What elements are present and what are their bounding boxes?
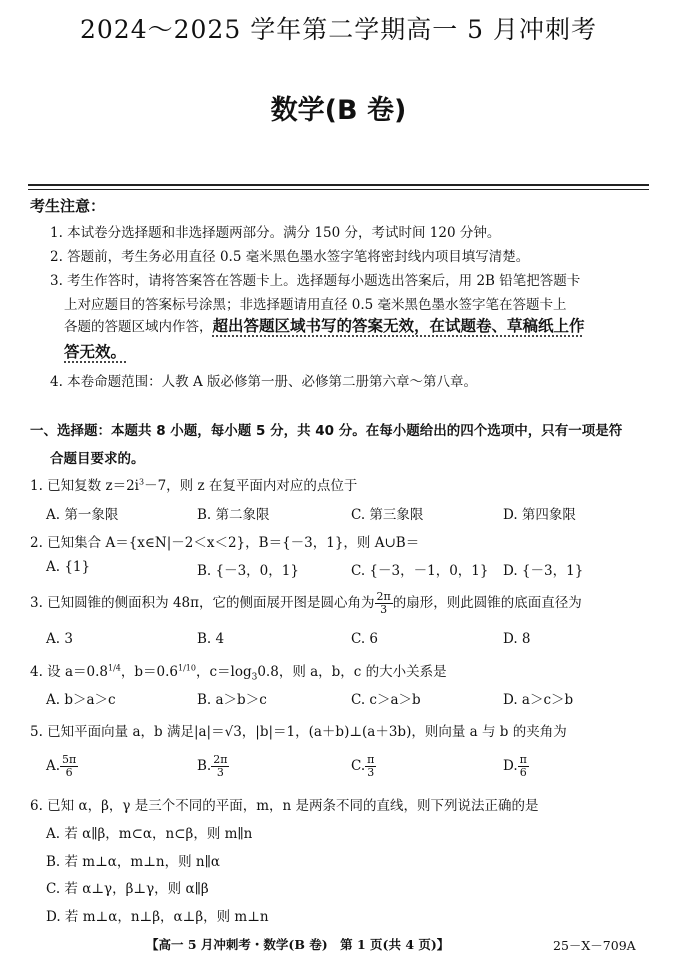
notice-item-4: 4. 本卷命题范围：人教 A 版必修第一册、必修第二册第六章～第八章。 bbox=[50, 374, 478, 390]
q5-b-den: 3 bbox=[216, 766, 224, 779]
q4-text-b: ，b＝0.6 bbox=[120, 664, 178, 680]
q4-text-c: ，c＝log bbox=[195, 664, 252, 680]
notice-item-3-line-2: 上对应题目的答案标号涂黑；非选择题请用直径 0.5 毫米黑色墨水签字笔在答题卡上 bbox=[64, 297, 567, 313]
q5-d-den: 6 bbox=[519, 766, 527, 779]
q3-option-c: C. 6 bbox=[351, 631, 379, 647]
q4-option-a: A. b＞a＞c bbox=[46, 692, 116, 708]
q5-c-label: C. bbox=[351, 758, 366, 774]
q5-a-label: A. bbox=[46, 758, 61, 774]
q4-option-c: C. c＞a＞b bbox=[351, 692, 421, 708]
q5-option-a bbox=[46, 754, 78, 779]
question-3-stem bbox=[30, 591, 582, 616]
q6-option-d: D. 若 m⊥α，n⊥β，α⊥β，则 m⊥n bbox=[46, 909, 269, 925]
notice-emphasis-cont: 答无效。 bbox=[64, 343, 127, 361]
q3-option-a: A. 3 bbox=[46, 631, 73, 647]
q1-option-b: B. 第二象限 bbox=[197, 507, 270, 523]
exam-title: 2024～2025 学年第二学期高一 5 月冲刺考 bbox=[80, 15, 597, 44]
notice-item-1: 1. 本试卷分选择题和非选择题两部分。满分 150 分，考试时间 120 分钟。 bbox=[50, 225, 501, 241]
exam-code: 25－X－709A bbox=[553, 938, 636, 953]
q5-c-den: 3 bbox=[367, 766, 375, 779]
q4-text-a: 4. 设 a＝0.8 bbox=[30, 664, 108, 680]
q5-a-num: 5π bbox=[62, 753, 77, 766]
question-2-stem: 2. 已知集合 A＝{x∈N|－2＜x＜2}，B＝{－3，1}，则 A∪B＝ bbox=[30, 535, 420, 551]
notice-item-3-text: 各题的答题区域内作答， bbox=[64, 319, 213, 335]
section-heading: 一、选择题：本题共 8 小题，每小题 5 分，共 40 分。在每小题给出的四个选项中，只有一项是符 bbox=[30, 423, 623, 439]
q6-option-a: A. 若 α∥β，m⊂α，n⊂β，则 m∥n bbox=[46, 826, 253, 842]
exam-subtitle: 数学(B 卷) bbox=[270, 95, 407, 126]
q3-option-b: B. 4 bbox=[197, 631, 225, 647]
q5-b-num: 2π bbox=[213, 753, 228, 766]
q5-c-fraction bbox=[365, 754, 376, 779]
q5-d-label: D. bbox=[503, 758, 518, 774]
question-4-stem bbox=[30, 660, 447, 683]
q5-d-fraction bbox=[518, 754, 529, 779]
divider-thin bbox=[28, 189, 649, 190]
q1-text-b: －7，则 z 在复平面内对应的点位于 bbox=[144, 478, 358, 494]
q5-a-fraction bbox=[60, 754, 78, 779]
divider-thick bbox=[28, 184, 649, 186]
q3-frac-den: 3 bbox=[380, 603, 388, 616]
q3-fraction bbox=[375, 591, 393, 616]
q1-option-a: A. 第一象限 bbox=[46, 507, 119, 523]
q6-option-c: C. 若 α⊥γ，β⊥γ，则 α∥β bbox=[46, 881, 209, 897]
question-1-stem bbox=[30, 474, 357, 494]
q5-option-d bbox=[503, 754, 529, 779]
q2-option-d: D. {－3，1} bbox=[503, 563, 584, 579]
section-heading-cont: 合题目要求的。 bbox=[50, 451, 145, 467]
q2-option-c: C. {－3，－1，0，1} bbox=[351, 563, 489, 579]
q3-text-a: 3. 已知圆锥的侧面积为 48π，它的侧面展开图是圆心角为 bbox=[30, 595, 375, 611]
q5-option-c bbox=[351, 754, 376, 779]
q4-text-d: 0.8，则 a，b，c 的大小关系是 bbox=[257, 664, 447, 680]
q3-frac-num: 2π bbox=[376, 590, 391, 603]
q5-b-fraction bbox=[211, 754, 229, 779]
notice-item-3: 3. 考生作答时，请将答案答在答题卡上。选择题每小题选出答案后，用 2B 铅笔把答题卡 bbox=[50, 273, 581, 289]
q3-text-b: 的扇形，则此圆锥的底面直径为 bbox=[392, 595, 582, 611]
q4-option-b: B. a＞b＞c bbox=[197, 692, 267, 708]
notice-heading: 考生注意： bbox=[30, 197, 106, 215]
q5-b-label: B. bbox=[197, 758, 212, 774]
q2-option-a: A. {1} bbox=[46, 559, 91, 575]
q5-d-num: π bbox=[519, 753, 527, 766]
q4-log-base: 3 bbox=[251, 672, 258, 683]
notice-item-2: 2. 答题前，考生务必用直径 0.5 毫米黑色墨水签字笔将密封线内项目填写清楚。 bbox=[50, 249, 530, 265]
q5-c-num: π bbox=[367, 753, 375, 766]
q4-option-d: D. a＞c＞b bbox=[503, 692, 574, 708]
q2-option-b: B. {－3，0，1} bbox=[197, 563, 299, 579]
q1-text-a: 1. 已知复数 z＝2i bbox=[30, 478, 139, 494]
q4-exp-a: 1/4 bbox=[107, 663, 121, 673]
question-6-stem: 6. 已知 α，β，γ 是三个不同的平面，m，n 是两条不同的直线，则下列说法正确的是 bbox=[30, 798, 539, 814]
q1-option-d: D. 第四象限 bbox=[503, 507, 576, 523]
q6-option-b: B. 若 m⊥α，m⊥n，则 n∥α bbox=[46, 854, 220, 870]
q1-option-c: C. 第三象限 bbox=[351, 507, 424, 523]
q5-a-den: 6 bbox=[65, 766, 73, 779]
page-footer: 【高一 5 月冲刺考・数学(B 卷) 第 1 页(共 4 页)】 bbox=[146, 937, 450, 952]
q1-exponent: 3 bbox=[138, 477, 145, 487]
question-5-stem: 5. 已知平面向量 a，b 满足|a|＝√3，|b|＝1，(a＋b)⊥(a＋3b)，则向量 a 与 b 的夹角为 bbox=[30, 724, 567, 740]
notice-emphasis: 超出答题区域书写的答案无效，在试题卷、草稿纸上作 bbox=[212, 317, 585, 335]
q5-option-b bbox=[197, 754, 229, 779]
q4-exp-b: 1/10 bbox=[177, 663, 196, 673]
q3-option-d: D. 8 bbox=[503, 631, 531, 647]
notice-item-3-line-3 bbox=[64, 314, 585, 336]
